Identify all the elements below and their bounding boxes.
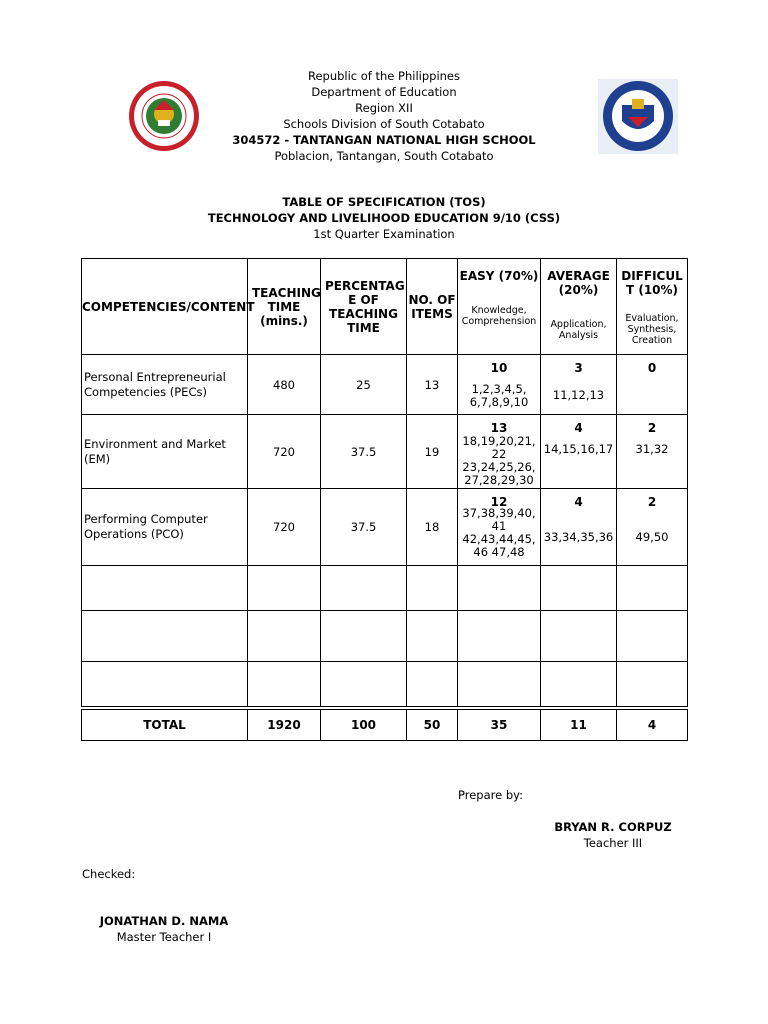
row-average-items: 11,12,13 <box>552 388 605 402</box>
total-label: TOTAL <box>82 710 248 741</box>
row-percent: 37.5 <box>321 489 407 566</box>
row-difficult <box>617 415 688 489</box>
header-address: Poblacion, Tantangan, South Cotabato <box>274 149 494 163</box>
row-difficult-items: 49,50 <box>635 530 669 544</box>
title-exam: 1st Quarter Examination <box>313 227 455 241</box>
header-difficult-label: DIFFICUL T (10%) <box>621 269 683 297</box>
row-average-items: 33,34,35,36 <box>543 530 614 544</box>
checked-label: Checked: <box>82 867 136 881</box>
row-difficult <box>617 355 688 415</box>
header-republic: Republic of the Philippines <box>307 69 461 83</box>
total-difficult: 4 <box>617 710 688 741</box>
row-average <box>541 415 617 489</box>
empty-row <box>82 662 688 707</box>
row-time: 720 <box>248 489 321 566</box>
total-percent: 100 <box>321 710 407 741</box>
empty-row <box>82 611 688 662</box>
row-items: 19 <box>407 415 458 489</box>
prepared-label: Prepare by: <box>458 788 523 802</box>
header-region: Region XII <box>355 101 413 115</box>
header-difficult <box>617 259 688 355</box>
row-time: 720 <box>248 415 321 489</box>
header-competencies: COMPETENCIES/CONTENT <box>82 259 248 355</box>
header-easy <box>458 259 541 355</box>
header-school: 304572 - TANTANGAN NATIONAL HIGH SCHOOL <box>232 133 536 147</box>
row-easy-count: 12 <box>490 495 508 509</box>
row-average-count: 3 <box>574 361 583 375</box>
row-difficult <box>617 489 688 566</box>
row-easy-count: 10 <box>490 361 508 375</box>
row-average-count: 4 <box>574 421 583 435</box>
empty-row <box>82 566 688 611</box>
row-easy <box>458 489 541 566</box>
title-tos: TABLE OF SPECIFICATION (TOS) <box>282 195 486 209</box>
row-easy <box>458 415 541 489</box>
checker-name: JONATHAN D. NAMA <box>99 914 229 928</box>
row-easy-items: 37,38,39,40, 41 42,43,44,45, 46 47,48 <box>462 506 536 559</box>
row-competency: Performing Computer Operations (PCO) <box>82 489 248 566</box>
row-difficult-count: 2 <box>647 421 657 435</box>
row-average-count: 4 <box>574 495 583 509</box>
total-time: 1920 <box>248 710 321 741</box>
row-easy <box>458 355 541 415</box>
row-difficult-count: 0 <box>647 361 657 375</box>
total-row <box>82 710 688 741</box>
checker-title: Master Teacher I <box>116 930 212 944</box>
header-percentage: PERCENTAG E OF TEACHING TIME <box>321 259 407 355</box>
row-average <box>541 355 617 415</box>
total-items: 50 <box>407 710 458 741</box>
row-average <box>541 489 617 566</box>
total-average: 11 <box>541 710 617 741</box>
row-competency: Personal Entrepreneurial Competencies (PECs) <box>82 355 248 415</box>
row-items: 13 <box>407 355 458 415</box>
header-difficult-sub: Evaluation, Synthesis, Creation <box>625 313 679 346</box>
preparer-name: BRYAN R. CORPUZ <box>554 820 672 834</box>
header-average-sub: Application, Analysis <box>550 319 607 341</box>
row-difficult-items: 31,32 <box>635 442 669 456</box>
table-row <box>82 355 688 415</box>
row-competency: Environment and Market (EM) <box>82 415 248 489</box>
table-header-row <box>82 259 688 355</box>
total-easy: 35 <box>458 710 541 741</box>
row-time: 480 <box>248 355 321 415</box>
row-percent: 37.5 <box>321 415 407 489</box>
preparer-title: Teacher III <box>583 836 643 850</box>
header-items: NO. OF ITEMS <box>407 259 458 355</box>
header-easy-sub: Knowledge, Comprehension <box>461 305 537 327</box>
row-difficult-count: 2 <box>647 495 657 509</box>
row-items: 18 <box>407 489 458 566</box>
row-easy-items: 1,2,3,4,5, 6,7,8,9,10 <box>469 382 529 409</box>
header-teaching-time: TEACHING TIME (mins.) <box>248 259 321 355</box>
row-easy-items: 18,19,20,21, 22 23,24,25,26, 27,28,29,30 <box>462 434 536 487</box>
header-average <box>541 259 617 355</box>
header-average-label: AVERAGE (20%) <box>547 269 610 297</box>
row-percent: 25 <box>321 355 407 415</box>
row-easy-count: 13 <box>490 421 508 435</box>
table-row <box>82 415 688 489</box>
title-subject: TECHNOLOGY AND LIVELIHOOD EDUCATION 9/10 (CSS) <box>207 211 561 225</box>
table-row <box>82 489 688 566</box>
total-table <box>81 709 688 741</box>
header-department: Department of Education <box>311 85 457 99</box>
header-division: Schools Division of South Cotabato <box>283 117 485 131</box>
header-easy-label: EASY (70%) <box>459 269 539 283</box>
tos-table <box>81 258 688 707</box>
row-average-items: 14,15,16,17 <box>543 442 614 456</box>
